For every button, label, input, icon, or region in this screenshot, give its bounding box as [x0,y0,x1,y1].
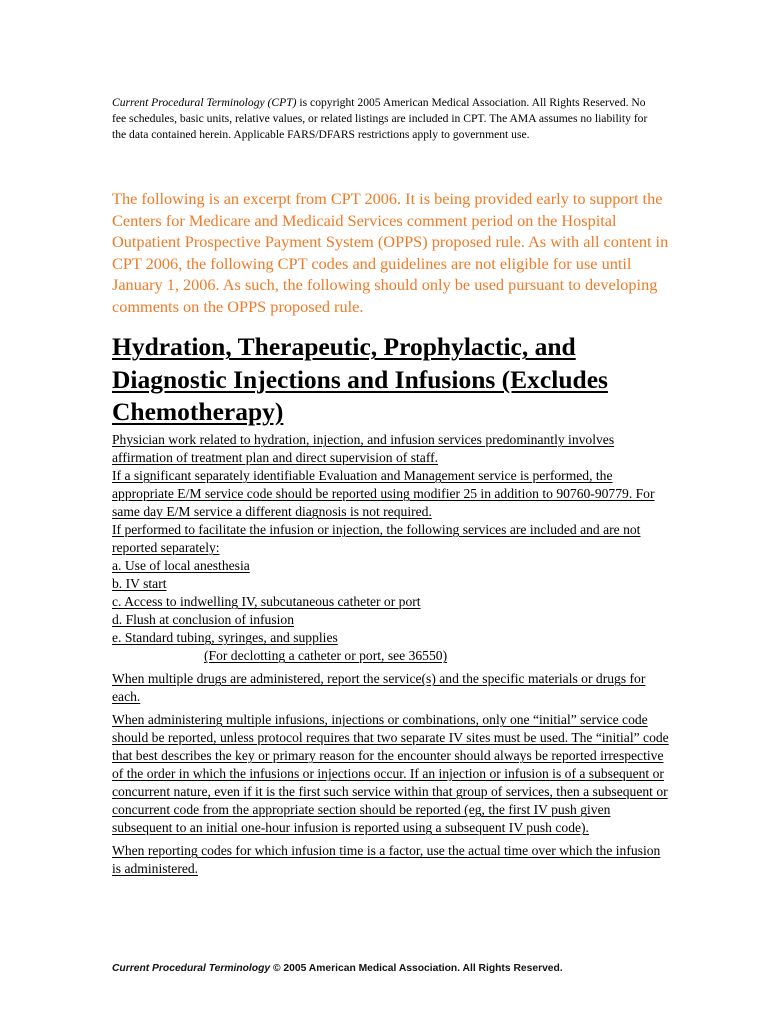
paragraph-included-services: If performed to facilitate the infusion or injection, the following services are included and are not reported separately: [112,522,641,555]
section-body [112,431,672,878]
paragraph-infusion-time: When reporting codes for which infusion time is a factor, use the actual time over which the infusion is administered. [112,843,661,876]
footer-title: Current Procedural Terminology [112,963,271,974]
copyright-text: is copyright 2005 American Medical Association. All Rights Reserved. No fee schedules, basic units, relative values, or related listings are included in CPT. The AMA assumes no liability for the data contained herein. Applicable FARS/DFARS restrictions apply to government use. [112,96,648,141]
copyright-notice [112,95,657,143]
list-item: d. Flush at conclusion of infusion [112,612,294,627]
paragraph-em-service: If a significant separately identifiable Evaluation and Management service is performed, the appropriate E/M service code should be reported using modifier 25 in addition to 90760-90779. For same day E/M service a different diagnosis is not required. [112,468,655,519]
list-item: e. Standard tubing, syringes, and supplies [112,630,338,645]
section-heading: Hydration, Therapeutic, Prophylactic, and Diagnostic Injections and Infusions (Excludes Chemotherapy) [112,332,608,426]
page-footer [112,963,672,974]
copyright-title: Current Procedural Terminology (CPT) [112,96,297,109]
cross-reference-note: (For declotting a catheter or port, see 36550) [204,648,448,663]
paragraph-physician-work: Physician work related to hydration, injection, and infusion services predominantly involves affirmation of treatment plan and direct supervision of staff. [112,432,615,465]
paragraph-multiple-infusions: When administering multiple infusions, injections or combinations, only one “initial” service code should be reported, unless protocol requires that two separate IV sites must be used. The “initial” code that best describes the key or primary reason for the encounter should always be reported irrespective of the order in which the infusions or injections occur. If an injection or infusion is of a subsequent or concurrent nature, even if it is the first such service within that group of services, then a subsequent or concurrent code from the appropriate section should be reported (eg, the first IV push given subsequent to an initial one-hour infusion is reported using a subsequent IV push code). [112,712,669,835]
paragraph-multiple-drugs: When multiple drugs are administered, report the service(s) and the specific materials or drugs for each. [112,671,646,704]
excerpt-notice: The following is an excerpt from CPT 2006. It is being provided early to support the Centers for Medicare and Medicaid Services comment period on the Hospital Outpatient Prospective Payment System (OPPS) proposed rule. As with all content in CPT 2006, the following CPT codes and guidelines are not eligible for use until January 1, 2006. As such, the following should only be used pursuant to developing comments on the OPPS proposed rule. [112,189,669,316]
list-item: c. Access to indwelling IV, subcutaneous catheter or port [112,594,421,609]
footer-text: © 2005 American Medical Association. All Rights Reserved. [270,963,563,974]
list-item: b. IV start [112,576,167,591]
list-item: a. Use of local anesthesia [112,558,250,573]
